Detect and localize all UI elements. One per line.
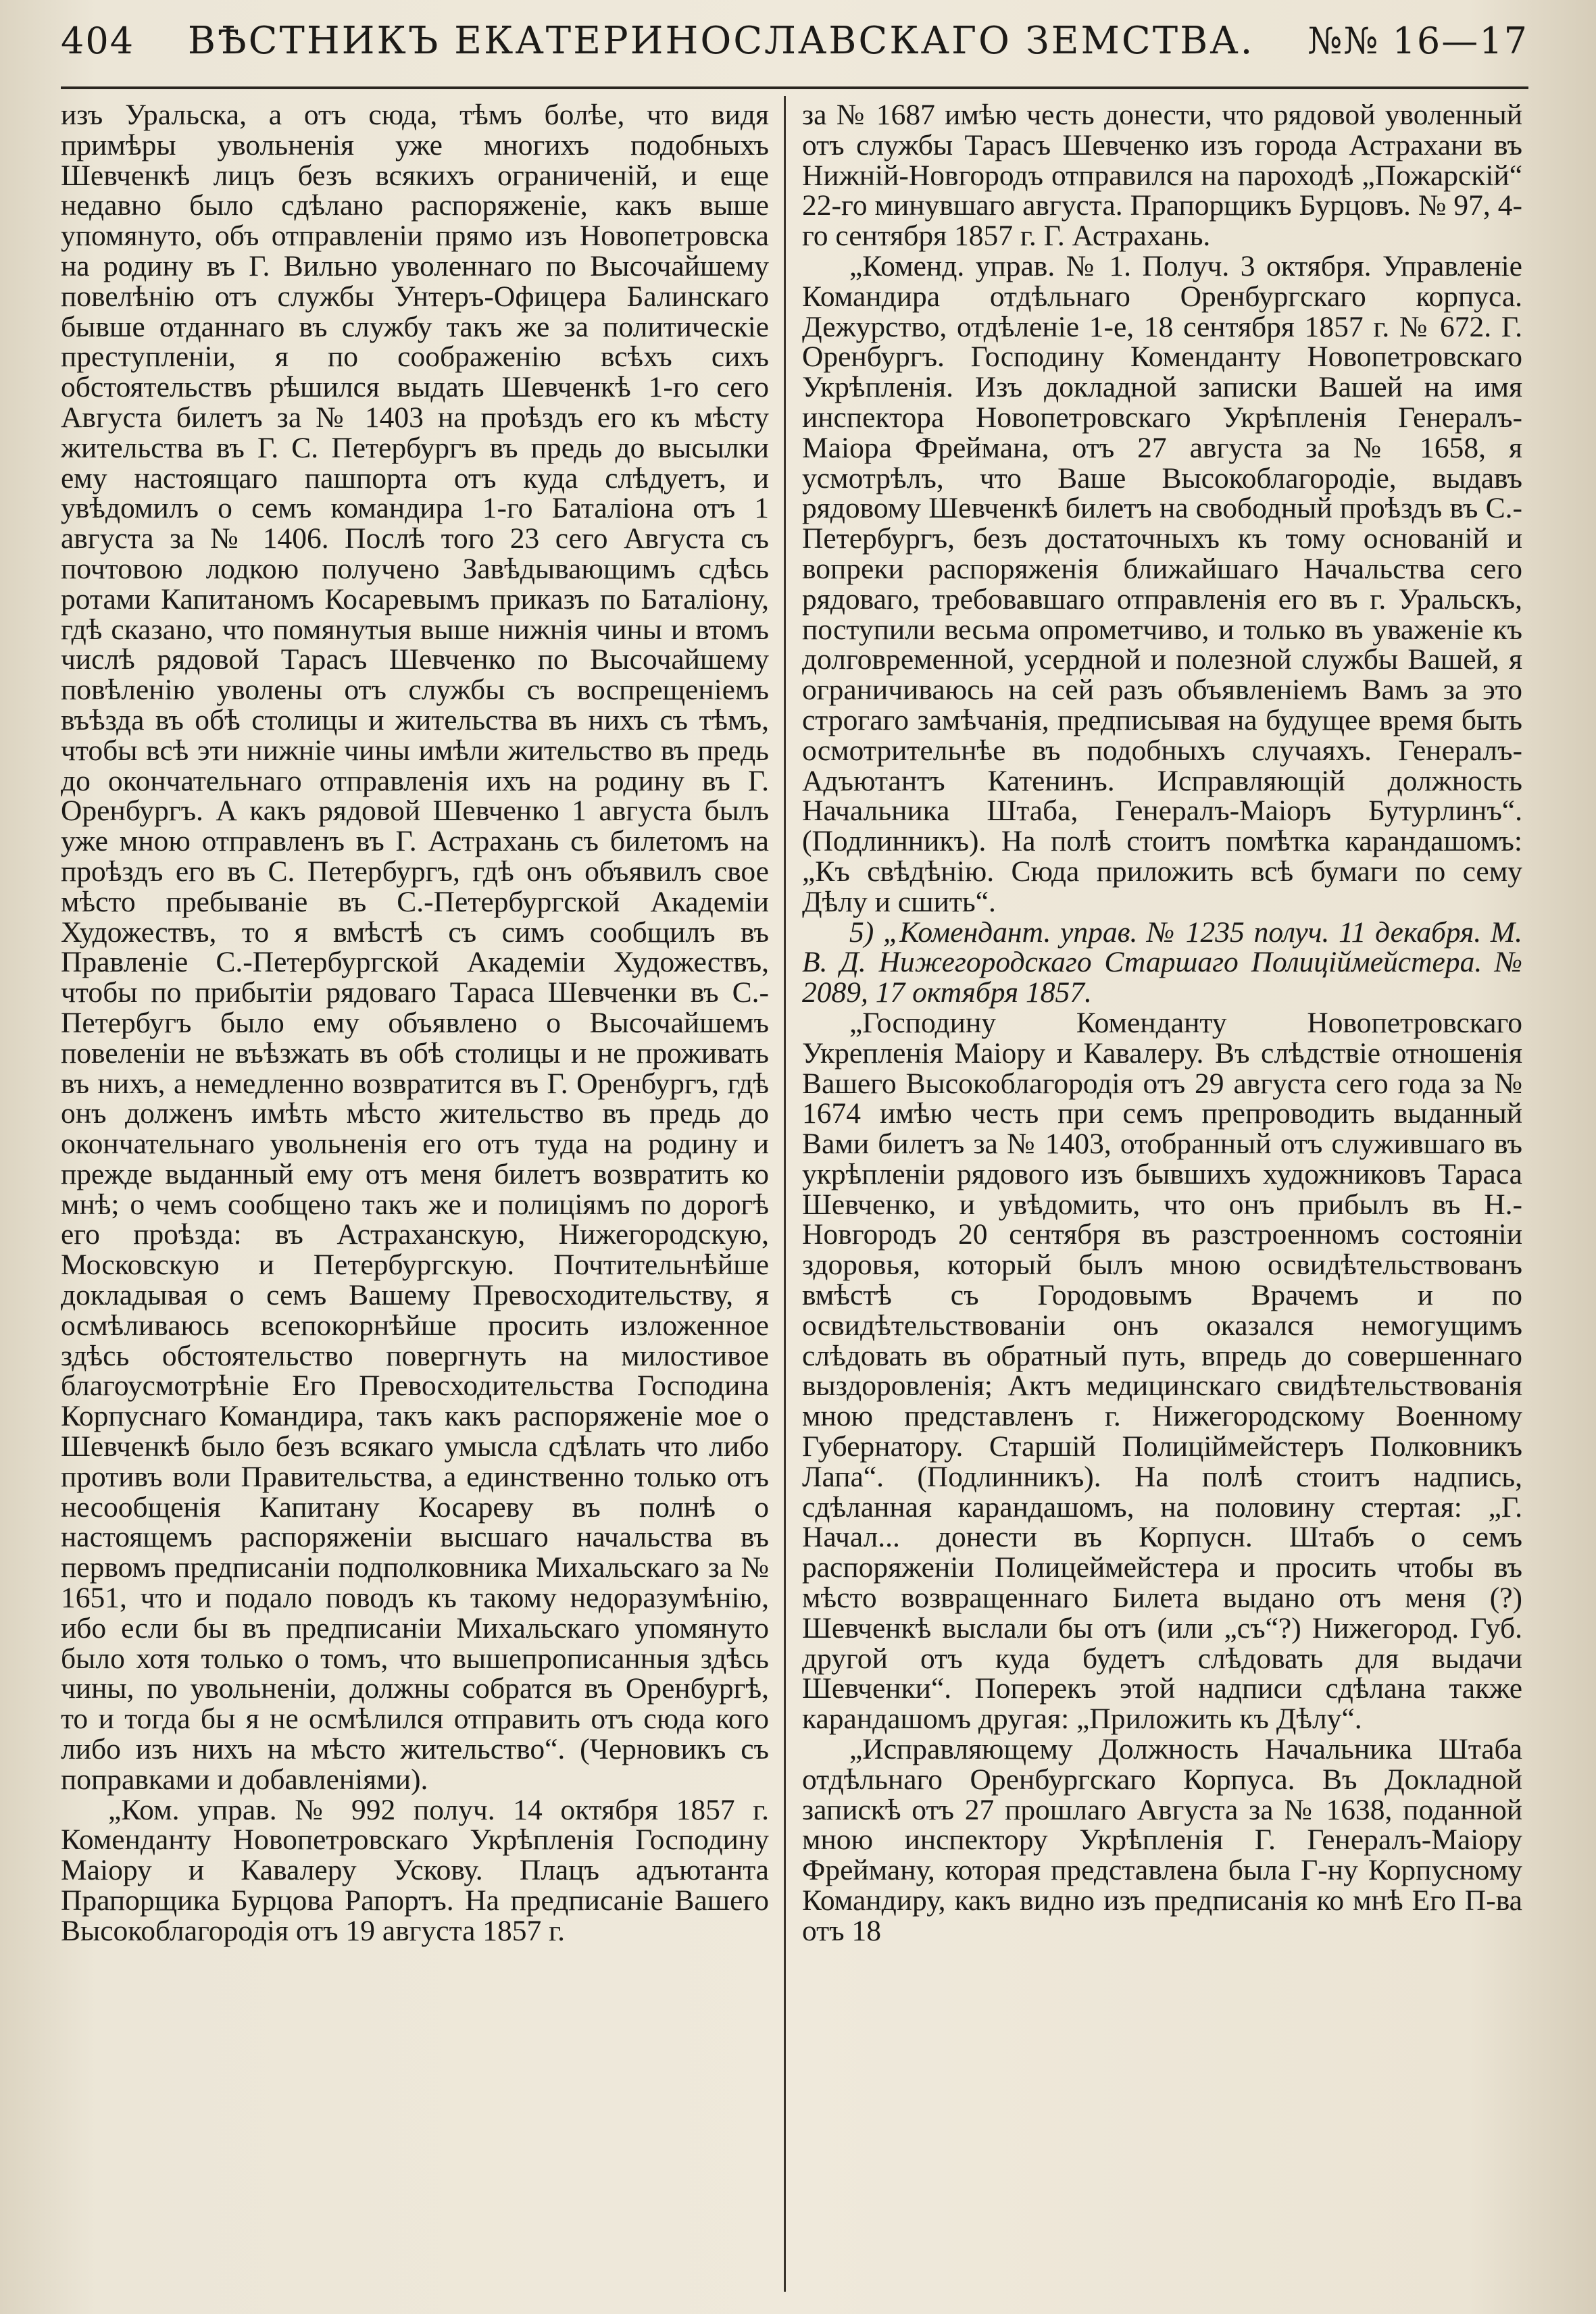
page-number: 404 bbox=[61, 20, 135, 62]
text-columns bbox=[47, 96, 1535, 2292]
left-column bbox=[47, 96, 784, 2292]
page-header bbox=[61, 19, 1528, 89]
right-paragraph-3: 5) „Комендант. управ. № 1235 получ. 11 декабря. М. В. Д. Нижегородскаго Старшаго Полиціймейстера. № 2089, 17 октября 1857. bbox=[802, 915, 1522, 1009]
right-paragraph-1: за № 1687 имѣю честь донести, что рядовой уволенный отъ службы Тарасъ Шевченко изъ города Астрахани въ Нижній-Новгородъ отправился на пароходѣ „Пожарскій“ 22-го минувшаго августа. Прапорщикъ Бурцовъ. № 97, 4-го сентября 1857 г. Г. Астрахань. bbox=[802, 99, 1522, 253]
journal-title: ВѢСТНИКЪ ЕКАТЕРИНОСЛАВСКАГО ЗЕМСТВА. bbox=[187, 19, 1255, 63]
right-paragraph-4: „Господину Коменданту Новопетровскаго Укрепленія Маіору и Кавалеру. Въ слѣдствіе отношенія Вашего Высокоблагородія отъ 29 августа сего года за № 1674 имѣю честь при семъ препроводить выданный Вами билетъ за № 1403, отобранный отъ служившаго въ укрѣпленіи рядового изъ бывшихъ художниковъ Тараса Шевченко, и увѣдомить, что онъ прибылъ въ Н.-Новгородъ 20 сентября въ разстроенномъ состояніи здоровья, который былъ мною освидѣтельствованъ вмѣстѣ съ Городовымъ Врачемъ и по освидѣтельствованіи онъ оказался немогущимъ слѣдовать въ обратный путь, впредь до совершеннаго выздоровленія; Актъ медицинскаго свидѣтельствованія мною представленъ г. Нижегородскому Военному Губернатору. Старшій Полиціймейстеръ Полковникъ Лапа“. (Подлинникъ). На полѣ стоитъ надпись, сдѣланная карандашомъ, на половину стертая: „Г. Начал... донести въ Корпусн. Штабъ о семъ распоряженіи Полицеймейстера и просить чтобы въ мѣсто возвращеннаго Билета выдано отъ меня (?) Шевченкѣ выслали бы отъ (или „съ“?) Нижегород. Губ. другой отъ куда будетъ слѣдовать для выдачи Шевченки“. Поперекъ этой надписи сдѣлана также карандашомъ другая: „Приложить къ Дѣлу“. bbox=[802, 1006, 1522, 1736]
left-paragraph-2: „Ком. управ. № 992 получ. 14 октября 1857 г. Коменданту Новопетровскаго Укрѣпленія Господину Маіору и Кавалеру Ускову. Плацъ адъютанта Прапорщика Бурцова Рапортъ. На предписаніе Вашего Высокоблагородія отъ 19 августа 1857 г. bbox=[61, 1793, 769, 1947]
left-paragraph-1: изъ Уральска, а отъ сюда, тѣмъ болѣе, что видя примѣры увольненія уже многихъ подобныхъ Шевченкѣ лицъ безъ всякихъ ограниченій, и еще недавно было сдѣлано распоряженіе, какъ выше упомянуто, объ отправленіи прямо изъ Новопетровска на родину въ Г. Вильно уволеннаго по Высочайшему повелѣнію отъ службы Унтеръ-Офицера Балинскаго бывше отданнаго въ службу такъ же за политическіе преступленіи, я по соображенію всѣхъ сихъ обстоятельствъ рѣшился выдать Шевченкѣ 1-го сего Августа билетъ за № 1403 на проѣздъ его къ мѣсту жительства въ Г. С. Петербургъ въ предь до высылки ему настоящаго пашпорта отъ куда слѣдуетъ, и увѣдомилъ о семъ командира 1-го Баталіона отъ 1 августа за № 1406. Послѣ того 23 сего Августа съ почтовою лодкою получено Завѣдывающимъ сдѣсь ротами Капитаномъ Косаревымъ приказъ по Баталіону, гдѣ сказано, что помянутыя выше нижнія чины и втомъ числѣ рядовой Тарасъ Шевченко по Высочайшему повѣленію уволены отъ службы съ воспрещеніемъ въѣзда въ обѣ столицы и жительства въ нихъ съ тѣмъ, чтобы всѣ эти нижніе чины имѣли жительство въ предь до окончательнаго отправленія ихъ на родину въ Г. Оренбургъ. А какъ рядовой Шевченко 1 августа былъ уже мною отправленъ въ Г. Астрахань съ билетомъ на проѣздъ его въ С. Петербургъ, гдѣ онъ объявилъ свое мѣсто пребываніе въ С.-Петербургской Академіи Художествъ, то я вмѣстѣ съ симъ сообщилъ въ Правленіе С.-Петербургской Академіи Художествъ, чтобы по прибытіи рядоваго Тараса Шевченки въ С.-Петербугъ было ему объявлено о Высочайшемъ повеленіи не въѣзжать въ обѣ столицы и не проживать въ нихъ, а немедленно возвратится въ Г. Оренбургъ, гдѣ онъ долженъ имѣть мѣсто жительство въ предь до окончательнаго увольненія его отъ туда на родину и прежде выданный ему отъ меня билетъ возвратить ко мнѣ; о чемъ сообщено такъ же и полиціямъ по дорогѣ его проѣзда: въ Астраханскую, Нижегородскую, Московскую и Петербургскую. Почтительнѣйше докладывая о семъ Вашему Превосходительству, я осмѣливаюсь всепокорнѣйше просить изложенное здѣсь обстоятельство повергнуть на милостивое благоусмотрѣніе Его Превосходительства Господина Корпуснаго Командира, такъ какъ распоряженіе мое о Шевченкѣ было безъ всякаго умысла сдѣлать что либо противъ воли Правительства, а единственно только отъ несообщенія Капитану Косареву въ полнѣ о настоящемъ распоряженіи высшаго начальства въ первомъ предписаніи подполковника Михальскаго за № 1651, что и подало поводъ къ такому недоразумѣнію, ибо если бы въ предписаніи Михальскаго упомянуто было хотя только о томъ, что вышепрописанныя здѣсь чины, по увольненіи, должны собратся въ Оренбургѣ, то и тогда бы я не осмѣлился отправить отъ сюда кого либо изъ нихъ на мѣсто жительство“. (Черновикъ съ поправками и добавленіями). bbox=[61, 99, 769, 1796]
right-paragraph-5: „Исправляющему Должность Начальника Штаба отдѣльнаго Оренбургскаго Корпуса. Въ Докладной запискѣ отъ 27 прошлаго Августа за № 1638, поданной мною инспектору Укрѣпленія Г. Генералъ-Маіору Фрейману, которая представлена была Г-ну Корпусному Командиру, какъ видно изъ предписанія ко мнѣ Его П-ва отъ 18 bbox=[802, 1733, 1522, 1947]
issue-number: №№ 16—17 bbox=[1307, 20, 1528, 62]
right-column bbox=[786, 96, 1522, 2292]
right-paragraph-2: „Коменд. управ. № 1. Получ. 3 октября. Управленіе Командира отдѣльнаго Оренбургскаго корпуса. Дежурство, отдѣленіе 1-е, 18 сентября 1857 г. № 672. Г. Оренбургъ. Господину Коменданту Новопетровскаго Укрѣпленія. Изъ докладной записки Вашей на имя инспектора Новопетровскаго Укрѣпленія Генералъ-Маіора Фреймана, отъ 27 августа за № 1658, я усмотрѣлъ, что Ваше Высокоблагородіе, выдавъ рядовому Шевченкѣ билетъ на свободный проѣздъ въ С.-Петербургъ, безъ достаточныхъ къ тому основаній и вопреки распоряженія ближайшаго Начальства сего рядоваго, требовавшаго отправленія его въ г. Уральскъ, поступили весьма опрометчиво, и только въ уваженіе къ долговременной, усердной и полезной службы Вашей, я ограничиваюсь на сей разъ объявленіемъ Вамъ за это строгаго замѣчанія, предписывая на будущее время быть осмотрительнѣе въ подобныхъ случаяхъ. Генералъ-Адъютантъ Катенинъ. Исправляющій должность Начальника Штаба, Генералъ-Маіоръ Бутурлинъ“. (Подлинникъ). На полѣ стоитъ помѣтка карандашомъ: „Къ свѣдѣнію. Сюда приложить всѣ бумаги по сему Дѣлу и сшить“. bbox=[802, 249, 1522, 918]
